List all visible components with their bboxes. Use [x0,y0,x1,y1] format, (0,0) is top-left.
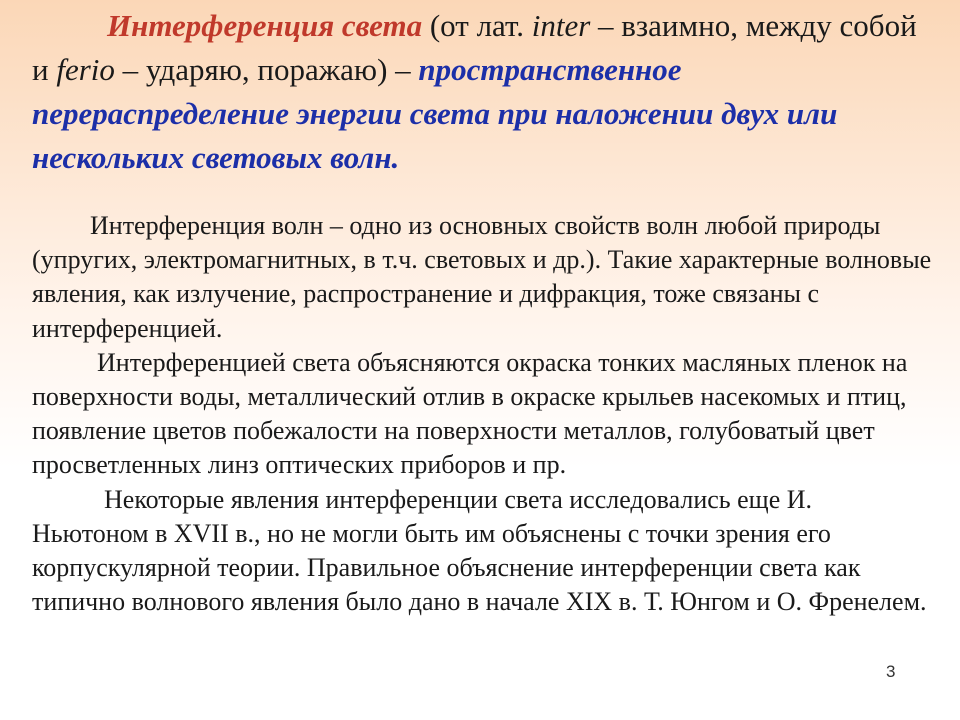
definition-text: пространственное перераспределение энергии света при наложении двух или нескольких световых волн. [32,52,838,175]
body-text [32,209,932,619]
paragraph-explained-phenomena [32,346,932,483]
paragraph-history [32,483,932,620]
paragraph-text: Интерференцией света объясняются окраска тонких масляных пленок на поверхности воды, металлический отлив в окраске крыльев насекомых и птиц, появление цветов побежалости на поверхности металлов, голубоватый цвет просветленных линз оптических приборов и пр. [32,347,908,480]
etymology-text-1: (от лат. [422,8,532,43]
latin-word-ferio: ferio [56,52,115,87]
page-number: 3 [886,662,896,681]
paragraph-wave-interference [32,209,932,346]
latin-word-inter: inter [531,8,591,43]
paragraph-text: Некоторые явления интерференции света исследовались еще И. Ньютоном в XVII в., но не могли быть им объяснены с точки зрения его корпускулярной теории. Правильное объяснение интерференции света как типично волнового явления было дано в начале XIX в. Т. Юнгом и О. Френелем. [32,484,927,617]
term-heading: Интерференция света [107,8,423,43]
paragraph-text: Интерференция волн – одно из основных свойств волн любой природы (упругих, электромагнитных, в т.ч. световых и др.). Такие характерные волновые явления, как излучение, распространение и дифракция, тоже связаны с интерференцией. [32,211,932,343]
intro-paragraph [32,4,932,180]
etymology-text-3: – ударяю, поражаю) – [114,52,419,87]
etymology-text-2: – взаимно, между собой и [32,8,917,87]
